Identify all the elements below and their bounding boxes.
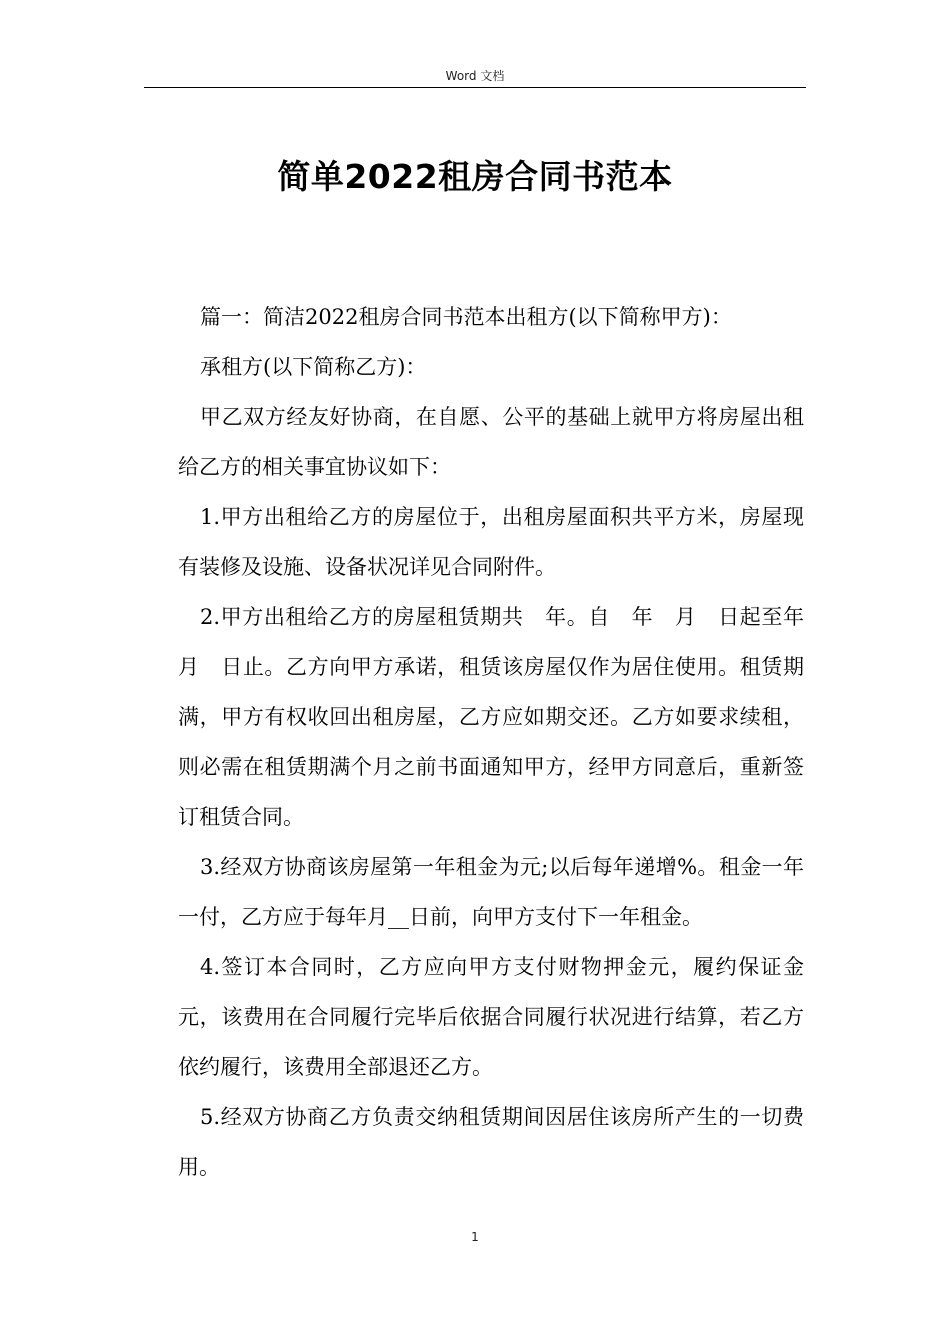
- paragraph-clause-2: 2.甲方出租给乙方的房屋租赁期共 年。自 年 月 日起至年 月 日止。乙方向甲方承诺，租赁该房屋仅作为居住使用。租赁期满，甲方有权收回出租房屋，乙方应如期交还。乙方如要求续租，则必需在租赁期满个月之前书面通知甲方，经甲方同意后，重新签订租赁合同。: [178, 605, 825, 829]
- paragraph-clause-4: 4.签订本合同时，乙方应向甲方支付财物押金元，履约保证金元，该费用在合同履行完毕后依据合同履行状况进行结算，若乙方依约履行，该费用全部退还乙方。: [178, 955, 804, 1079]
- paragraph-intro: 篇一：简洁2022租房合同书范本出租方(以下简称甲方)：: [200, 305, 732, 329]
- document-title: 简单2022租房合同书范本: [277, 157, 673, 196]
- paragraph-preamble: 甲乙双方经友好协商，在自愿、公平的基础上就甲方将房屋出租给乙方的相关事宜协议如下：: [178, 405, 804, 479]
- paragraph-clause-1: 1.甲方出租给乙方的房屋位于，出租房屋面积共平方米，房屋现有装修及设施、设备状况详见合同附件。: [178, 505, 804, 579]
- paragraph-lessee: 承租方(以下简称乙方)：: [200, 355, 427, 379]
- paragraph-clause-3: 3.经双方协商该房屋第一年租金为元;以后每年递增%。租金一年一付，乙方应于每年月__日前，向甲方支付下一年租金。: [178, 855, 804, 929]
- paragraph-clause-5: 5.经双方协商乙方负责交纳租赁期间因居住该房所产生的一切费用。: [178, 1105, 804, 1179]
- document-body: [178, 292, 825, 1192]
- header-label: Word 文档: [445, 69, 505, 83]
- header-divider: [144, 87, 806, 88]
- page-number: 1: [471, 1230, 479, 1244]
